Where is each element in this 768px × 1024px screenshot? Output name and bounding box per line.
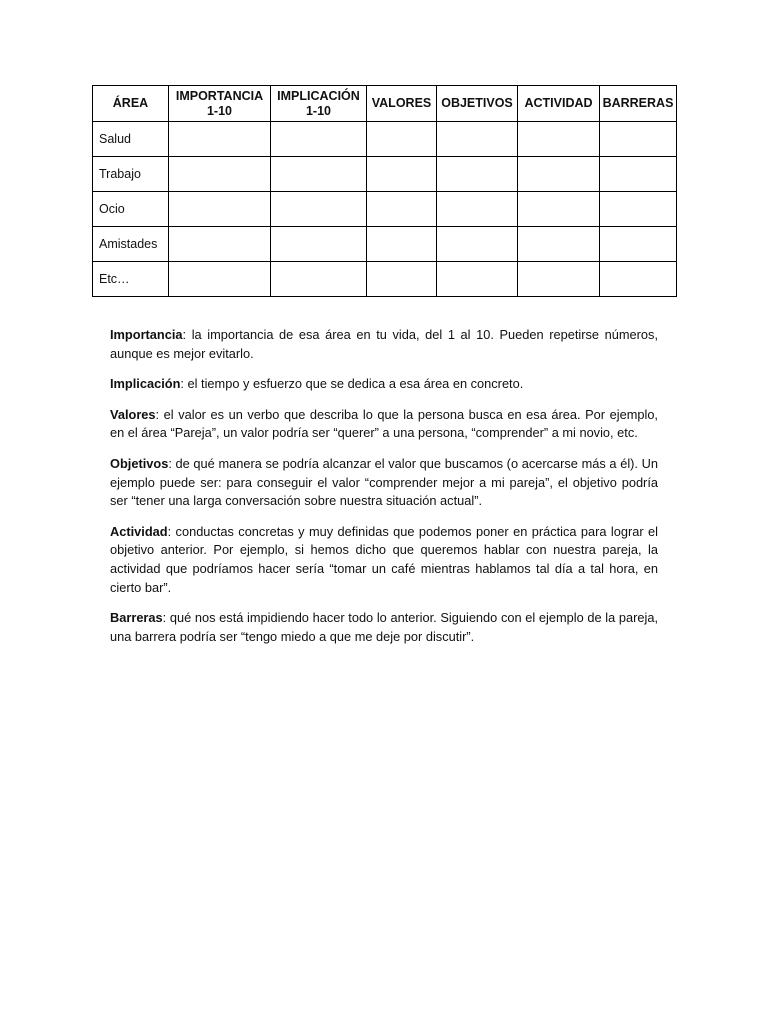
header-valores: VALORES — [367, 86, 437, 122]
header-area: ÁREA — [93, 86, 169, 122]
table-cell — [437, 157, 518, 192]
table-row — [93, 122, 677, 157]
definition-term: Importancia — [110, 327, 183, 342]
definition-text: : conductas concretas y muy definidas que podemos poner en práctica para lograr el objetivo anterior. Por ejemplo, si hemos dicho que queremos hablar con nuestra pareja, la actividad que podríamos hacer sería “tomar un café mientras hablamos tal día a tal hora, en cierto bar”. — [110, 523, 658, 595]
table-cell — [271, 122, 367, 157]
table-cell — [437, 122, 518, 157]
definition-text: : el valor es un verbo que describa lo que la persona busca en esa área. Por ejemplo, en el área “Pareja”, un valor podría ser “querer” a una persona, “comprender” a mi novio, etc. — [110, 406, 658, 441]
row-label-trabajo: Trabajo — [93, 157, 169, 192]
table-cell — [367, 122, 437, 157]
table-row — [93, 262, 677, 297]
definition-term: Valores — [110, 406, 156, 422]
table-cell — [518, 262, 600, 297]
header-actividad: ACTIVIDAD — [518, 86, 600, 122]
definitions-section — [110, 326, 658, 658]
header-importancia: IMPORTANCIA 1-10 — [169, 86, 271, 122]
table-cell — [271, 192, 367, 227]
definition-term: Implicación — [110, 376, 181, 392]
definition-valores — [110, 406, 658, 443]
definition-objetivos — [110, 455, 658, 511]
table-cell — [437, 227, 518, 262]
definition-text: : qué nos está impidiendo hacer todo lo anterior. Siguiendo con el ejemplo de la pareja, una barrera podría ser “tengo miedo a que me deje por discutir”. — [110, 610, 658, 644]
header-barreras: BARRERAS — [600, 86, 677, 122]
areas-table — [92, 85, 677, 297]
table-cell — [518, 122, 600, 157]
definition-implicacion — [110, 375, 658, 394]
table-cell — [600, 227, 677, 262]
table-cell — [367, 157, 437, 192]
table-cell — [600, 157, 677, 192]
row-label-ocio: Ocio — [93, 192, 169, 227]
table-cell — [600, 122, 677, 157]
definition-text: : el tiempo y esfuerzo que se dedica a esa área en concreto. — [180, 376, 524, 392]
row-label-etc: Etc… — [93, 262, 169, 297]
table-cell — [169, 227, 271, 262]
header-objetivos: OBJETIVOS — [437, 86, 518, 122]
definition-text: : de qué manera se podría alcanzar el valor que buscamos (o acercarse más a él). Un ejemplo puede ser: para conseguir el valor “comprender mejor a mi pareja”, el objetivo podría ser “tener una larga conversación sobre nuestra situación actual”. — [110, 455, 658, 509]
header-implicacion: IMPLICACIÓN 1-10 — [271, 86, 367, 122]
table-cell — [600, 262, 677, 297]
definition-term: Actividad — [110, 523, 168, 539]
table-row — [93, 227, 677, 262]
table-row — [93, 157, 677, 192]
table-cell — [169, 262, 271, 297]
definition-importancia — [110, 326, 658, 363]
table-row — [93, 192, 677, 227]
definition-text: : la importancia de esa área en tu vida, del 1 al 10. Pueden repetirse números, aunque es mejor evitarlo. — [110, 327, 658, 361]
table-cell — [367, 262, 437, 297]
definition-term: Barreras — [110, 610, 163, 626]
table-cell — [271, 227, 367, 262]
table-cell — [271, 262, 367, 297]
definition-actividad — [110, 523, 658, 597]
table-cell — [518, 227, 600, 262]
definition-barreras — [110, 609, 658, 646]
table-cell — [518, 192, 600, 227]
table-cell — [169, 122, 271, 157]
table-cell — [367, 227, 437, 262]
table-cell — [518, 157, 600, 192]
table-cell — [437, 192, 518, 227]
table-cell — [367, 192, 437, 227]
table-cell — [169, 192, 271, 227]
row-label-salud: Salud — [93, 122, 169, 157]
table-cell — [169, 157, 271, 192]
row-label-amistades: Amistades — [93, 227, 169, 262]
table-cell — [271, 157, 367, 192]
definition-term: Objetivos — [110, 455, 169, 471]
table-cell — [437, 262, 518, 297]
table-cell — [600, 192, 677, 227]
table-header-row — [93, 86, 677, 122]
